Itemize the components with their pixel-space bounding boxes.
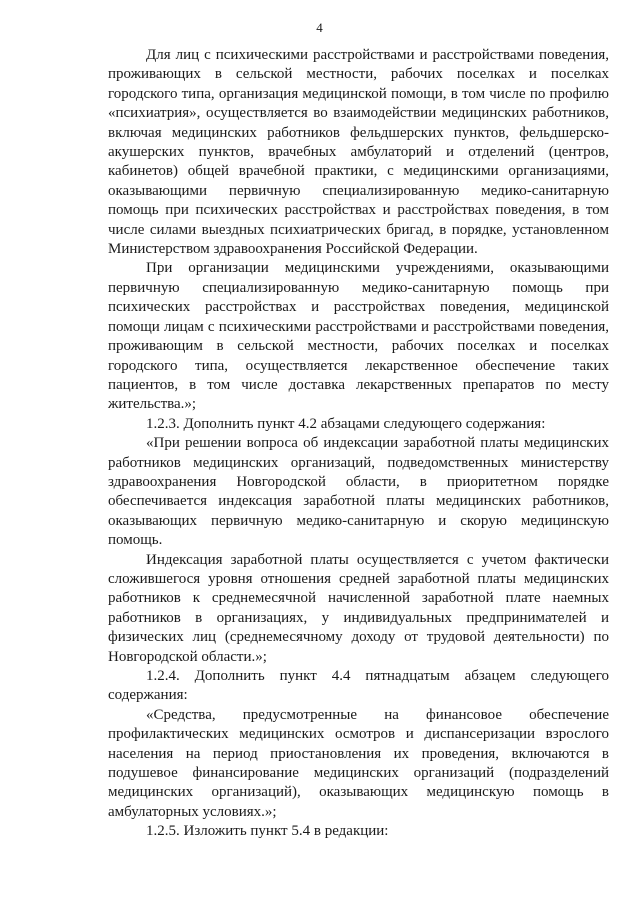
paragraph-salary-indexation: «При решении вопроса об индексации заработной платы медицинских работников медицинских организаций, подведомственных министерству здравоохранения Новгородской области, в приоритетном порядке обеспечивается индексация заработной платы медицинских работников, оказывающих первичную медико-санитарную и скорую медицинскую помощь. (108, 435, 609, 549)
paragraph-indexation-basis: Индексация заработной платы осуществляется с учетом фактически сложившегося уровня отношения средней заработной платы медицинских работников к среднемесячной начисленной заработной плате наемных работников в организациях, у индивидуальных предпринимателей и физических лиц (среднемесячному доходу от трудовой деятельности) по Новгородской области.»; (108, 551, 609, 665)
paragraph-drug-provision: При организации медицинскими учреждениями, оказывающими первичную специализированную медико-санитарную помощь при психических расстройствах и расстройствах поведения, медицинской помощи лицам с психическими расстройствами и расстройствами поведения, проживающим в сельской местности, рабочих поселках и поселках городского типа, осуществляется лекарственное обеспечение таких пациентов, в том числе доставка лекарственных препаратов по месту жительства.»; (108, 260, 609, 413)
paragraph-item-1-2-5: 1.2.5. Изложить пункт 5.4 в редакции: (146, 823, 389, 840)
document-body (108, 46, 609, 842)
paragraph-item-1-2-3: 1.2.3. Дополнить пункт 4.2 абзацами следующего содержания: (146, 415, 546, 432)
paragraph-rural-psychiatric-care: Для лиц с психическими расстройствами и расстройствами поведения, проживающих в сельской местности, рабочих поселках и поселках городского типа, организация медицинской помощи, в том числе по профилю «психиатрия», осуществляется во взаимодействии медицинских работников, включая медицинских работников фельдшерских пунктов, фельдшерско-акушерских пунктов, врачебных амбулаторий и отделений (центров, кабинетов) общей врачебной практики, с медицинскими организациями, оказывающими первичную специализированную медико-санитарную помощь при психических расстройствах и расстройствах поведения, в том числе силами выездных психиатрических бригад, в порядке, установленном Министерством здравоохранения Российской Федерации. (108, 47, 609, 258)
page-number: 4 (316, 20, 323, 35)
paragraph-item-1-2-4: 1.2.4. Дополнить пункт 4.4 пятнадцатым абзацем следующего содержания: (108, 668, 609, 704)
paragraph-funding-examinations: «Средства, предусмотренные на финансовое обеспечение профилактических медицинских осмотров и диспансеризации взрослого населения на период приостановления их проведения, включаются в подушевое финансирование медицинских организаций (подразделений медицинских организаций), оказывающих медицинскую помощь в амбулаторных условиях.»; (108, 706, 609, 820)
